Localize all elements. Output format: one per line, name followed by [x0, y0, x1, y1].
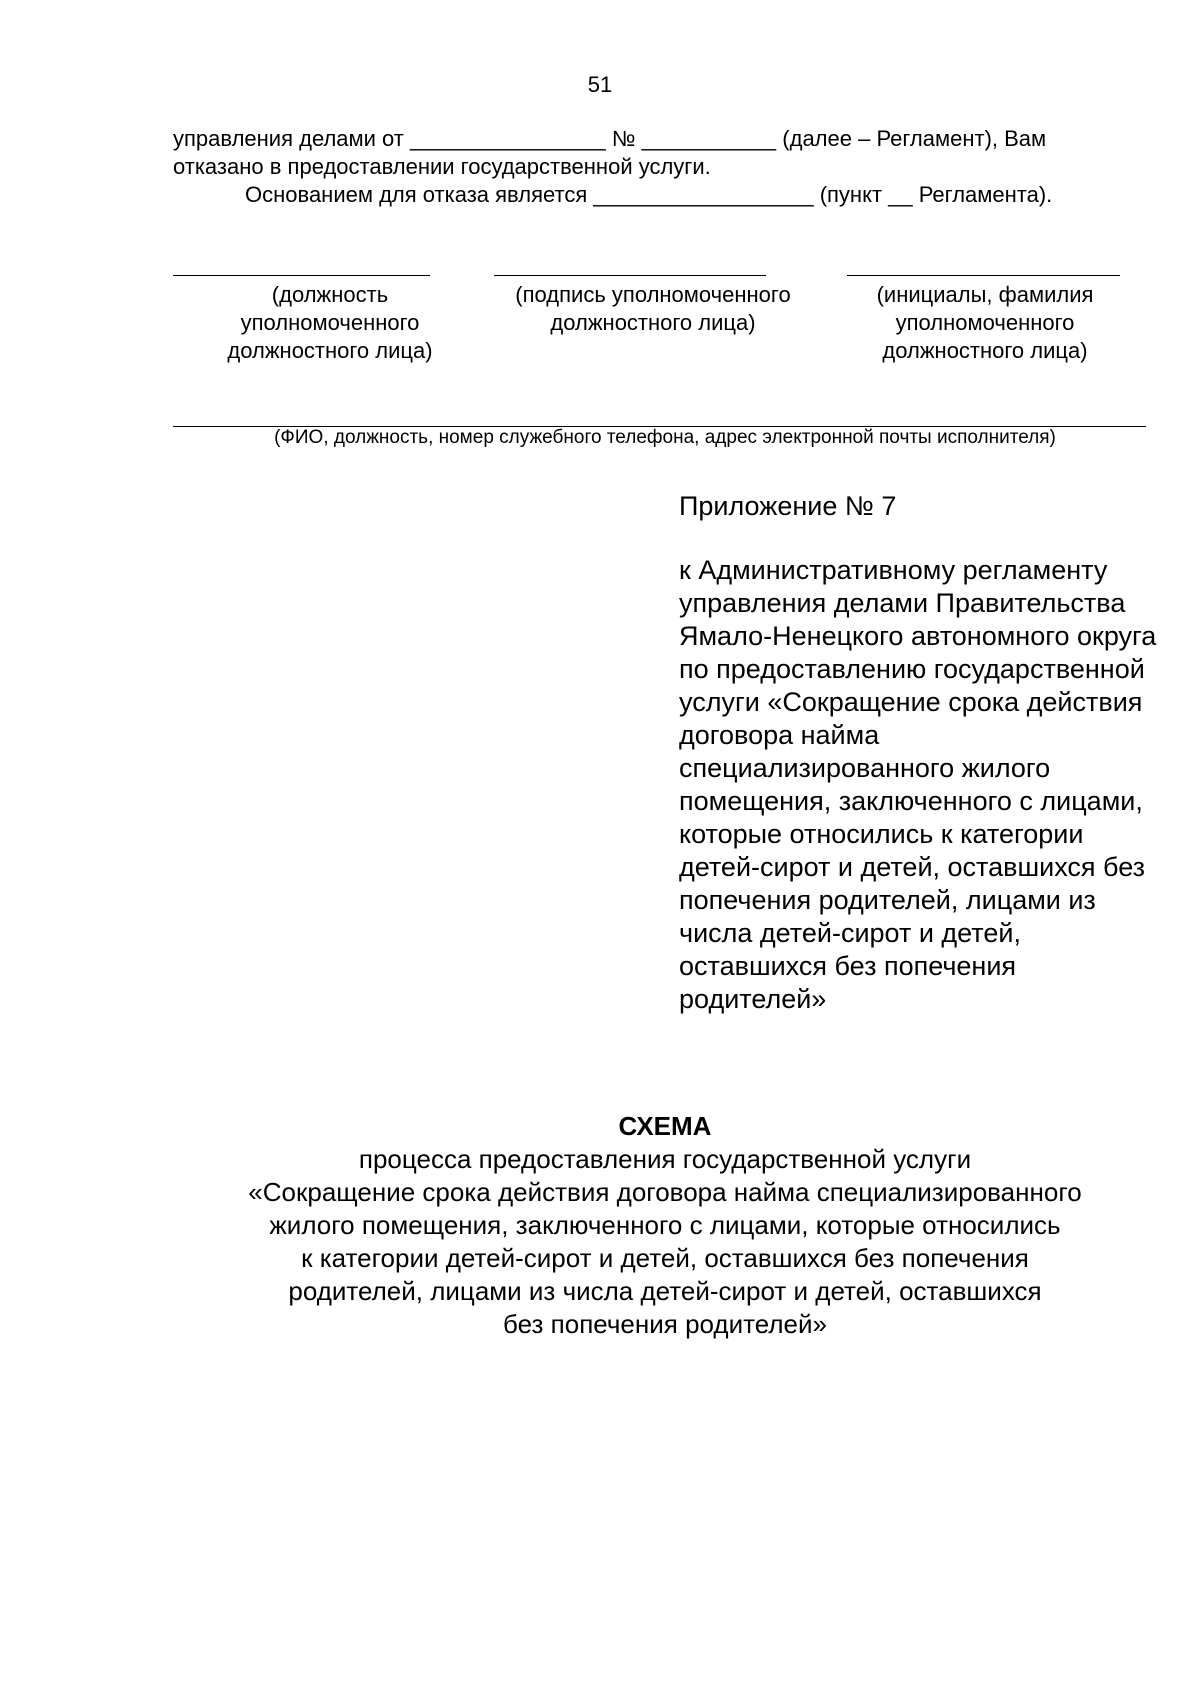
- position-signature-line: [173, 275, 430, 276]
- signature-line: [494, 275, 766, 276]
- scheme-line: без попечения родителей»: [503, 1309, 827, 1339]
- name-signature-line: [847, 275, 1120, 276]
- paragraph-line-2: отказано в предоставлении государственной услуги.: [173, 154, 711, 179]
- scheme-line: «Сокращение срока действия договора найма специализированного: [248, 1177, 1082, 1207]
- signature-caption: (подпись уполномоченного должностного лица): [515, 282, 791, 335]
- appendix-body: к Административному регламенту управления делами Правительства Ямало-Ненецкого автономного округа по предоставлению государственной услуги «Сокращение срока действия договора найма специализированного жилого помещения, заключенного с лицами, которые относились к категории детей-сирот и детей, оставшихся без попечения родителей, лицами из числа детей-сирот и детей, оставшихся без попечения родителей»: [679, 555, 1157, 1014]
- name-caption: (инициалы, фамилия уполномоченного должностного лица): [876, 282, 1094, 363]
- scheme-line: жилого помещения, заключенного с лицами, которые относились: [269, 1210, 1061, 1240]
- scheme-line: процесса предоставления государственной услуги: [358, 1144, 972, 1174]
- scheme-title: СХЕМА: [618, 1111, 712, 1141]
- scheme-line: родителей, лицами из числа детей-сирот и детей, оставшихся: [288, 1276, 1042, 1306]
- page-number: 51: [587, 72, 613, 97]
- scheme-line: к категории детей-сирот и детей, оставшихся без попечения: [301, 1243, 1029, 1273]
- scheme-heading: [130, 1110, 1200, 1341]
- paragraph-line-1: управления делами от ________________ № ___________ (далее – Регламент), Вам: [173, 126, 1047, 151]
- paragraph-line-3: Основанием для отказа является __________________ (пункт __ Регламента).: [245, 182, 1053, 207]
- position-caption: (должность уполномоченного должностного лица): [227, 282, 433, 363]
- appendix-title: Приложение № 7: [679, 491, 897, 521]
- executor-caption: (ФИО, должность, номер служебного телефона, адрес электронной почты исполнителя): [274, 427, 1056, 448]
